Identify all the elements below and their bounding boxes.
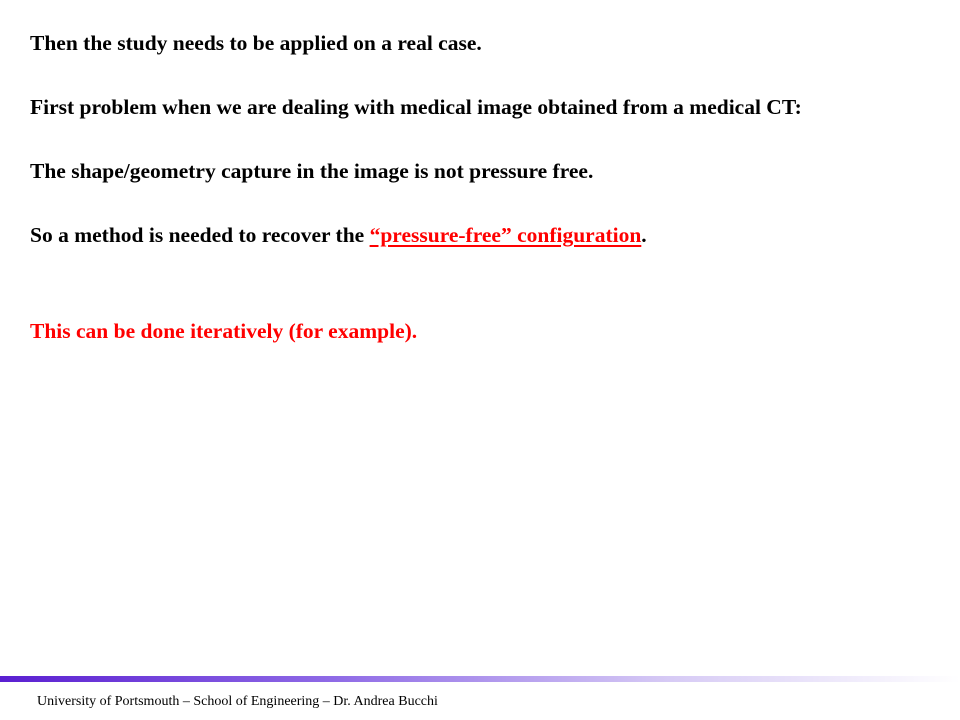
pressure-free-highlight: “pressure-free” configuration [369,223,642,247]
method-statement [30,219,930,251]
footer-divider-bar [0,676,960,682]
spacer [30,283,930,315]
first-problem-statement: First problem when we are dealing with medical image obtained from a medical CT: [30,95,802,119]
slide-body [30,27,930,347]
method-suffix: . [641,223,647,247]
iterative-note: This can be done iteratively (for example). [30,319,418,343]
method-prefix: So a method is needed to recover the [30,223,370,247]
geometry-statement: The shape/geometry capture in the image is not pressure free. [30,159,594,183]
intro-statement: Then the study needs to be applied on a real case. [30,31,482,55]
footer-credit: University of Portsmouth – School of Engineering – Dr. Andrea Bucchi [37,694,438,709]
spacer [30,251,930,283]
